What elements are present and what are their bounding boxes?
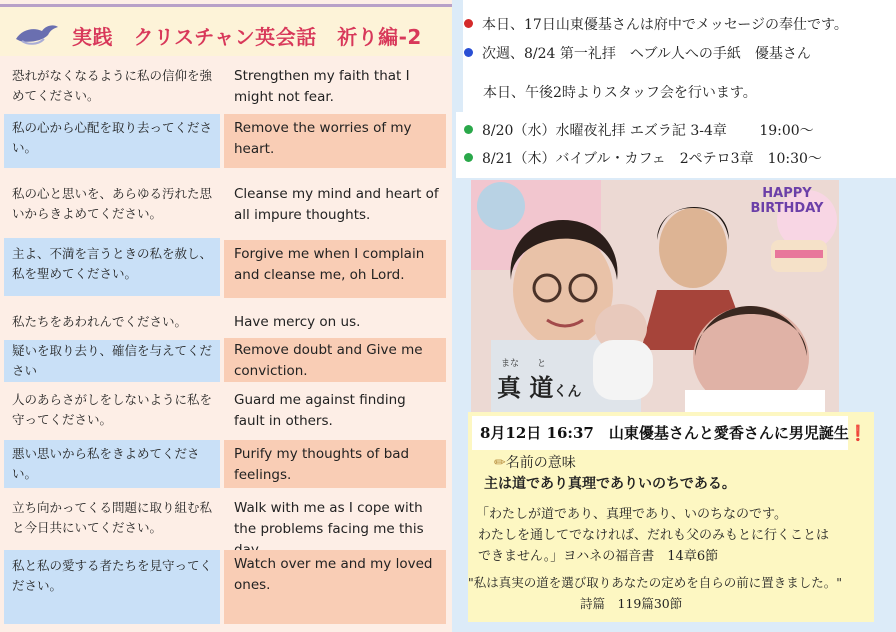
prayer-jp: 私たちをあわれんでください。 [12, 314, 188, 329]
page-title: 実践 クリスチャン英会話 祈り編-2 [72, 25, 422, 49]
prayer-jp: 人のあらさがしをしないように私を守ってください。 [12, 392, 213, 427]
psalm-line-2: 詩篇 119篇30節 [580, 596, 683, 611]
prayer-en: Watch over me and my loved ones. [224, 550, 446, 624]
prayer-en: Guard me against finding fault in others. [234, 392, 406, 429]
verse-line-2: わたしを通してでなければ、だれも父のみもとに行くことは [478, 528, 830, 543]
dove-logo-icon [12, 21, 60, 47]
green-bullet-icon [464, 125, 473, 134]
schedule-item-2: 8/21（木）バイブル・カフェ 2ペテロ3章 10:30～ [464, 148, 822, 168]
name-meaning-text: 主は道であり真理でありいのちである。 [484, 476, 736, 492]
schedule-item-1: 8/20（水）水曜夜礼拝 エズラ記 3-4章 19:00～ [464, 120, 814, 140]
verse-line-3: できません。」ヨハネの福音書 14章6節 [478, 549, 719, 564]
prayer-en: Cleanse my mind and heart of all impure thoughts. [234, 186, 439, 223]
prayer-jp: 立ち向かってくる問題に取り組む私と今日共にいてください。 [12, 500, 213, 535]
prayer-jp: 私の心と思いを、あらゆる汚れた思いからきよめてください。 [12, 186, 213, 221]
exclamation-icon: ❗ [848, 424, 868, 442]
prayer-en: Remove doubt and Give me conviction. [224, 338, 446, 382]
birthday-banner: HAPPY BIRTHDAY [750, 186, 824, 216]
psalm-line-1: "私は真実の道を選び取りあなたの定めを自らの前に置きました。" [468, 575, 843, 590]
pencil-icon: ✏ [494, 455, 506, 471]
prayer-jp: 私の心から心配を取り去ってください。 [4, 114, 220, 168]
name-meaning-heading: ✏名前の意味 [494, 455, 576, 471]
baby-name: 真 道くん [497, 373, 582, 402]
notice-line-2: 次週、8/24 第一礼拝 ヘブル人への手紙 優基さん [464, 43, 811, 63]
prayer-jp: 私と私の愛する者たちを見守ってください。 [4, 550, 220, 624]
verse-line-1: 「わたしが道であり、真理であり、いのちなのです。 [476, 507, 787, 522]
page-header [0, 4, 452, 56]
family-photo [471, 180, 839, 412]
name-ruby-1: まな [501, 359, 520, 369]
prayer-en: Purify my thoughts of bad feelings. [224, 440, 446, 488]
prayer-en: Remove the worries of my heart. [224, 114, 446, 168]
green-bullet-icon [464, 153, 473, 162]
notice-line-1: 本日、17日山東優基さんは府中でメッセージの奉仕です。 [464, 14, 848, 34]
name-ruby-2: と [537, 359, 547, 369]
prayer-en: Strengthen my faith that I might not fear. [234, 68, 410, 105]
prayer-jp: 悪い思いから私をきよめてください。 [4, 440, 220, 488]
red-bullet-icon [464, 19, 473, 28]
prayer-jp: 疑いを取り去り、確信を与えてください [4, 340, 220, 382]
blue-bullet-icon [464, 48, 473, 57]
prayer-en: Forgive me when I complain and cleanse me, oh Lord. [224, 240, 446, 298]
notice-line-3: 本日、午後2時よりスタッフ会を行います。 [483, 85, 757, 101]
prayer-en: Walk with me as I cope with the problems facing me this [234, 500, 424, 537]
prayer-jp: 主よ、不満を言うときの私を赦し、私を聖めてください。 [4, 238, 220, 296]
birth-announcement: 8月12日 16:37 山東優基さんと愛香さんに男児誕生❗ [472, 416, 848, 450]
prayer-en: Have mercy on us. [234, 314, 361, 330]
prayer-jp: 恐れがなくなるように私の信仰を強めてください。 [12, 68, 213, 103]
